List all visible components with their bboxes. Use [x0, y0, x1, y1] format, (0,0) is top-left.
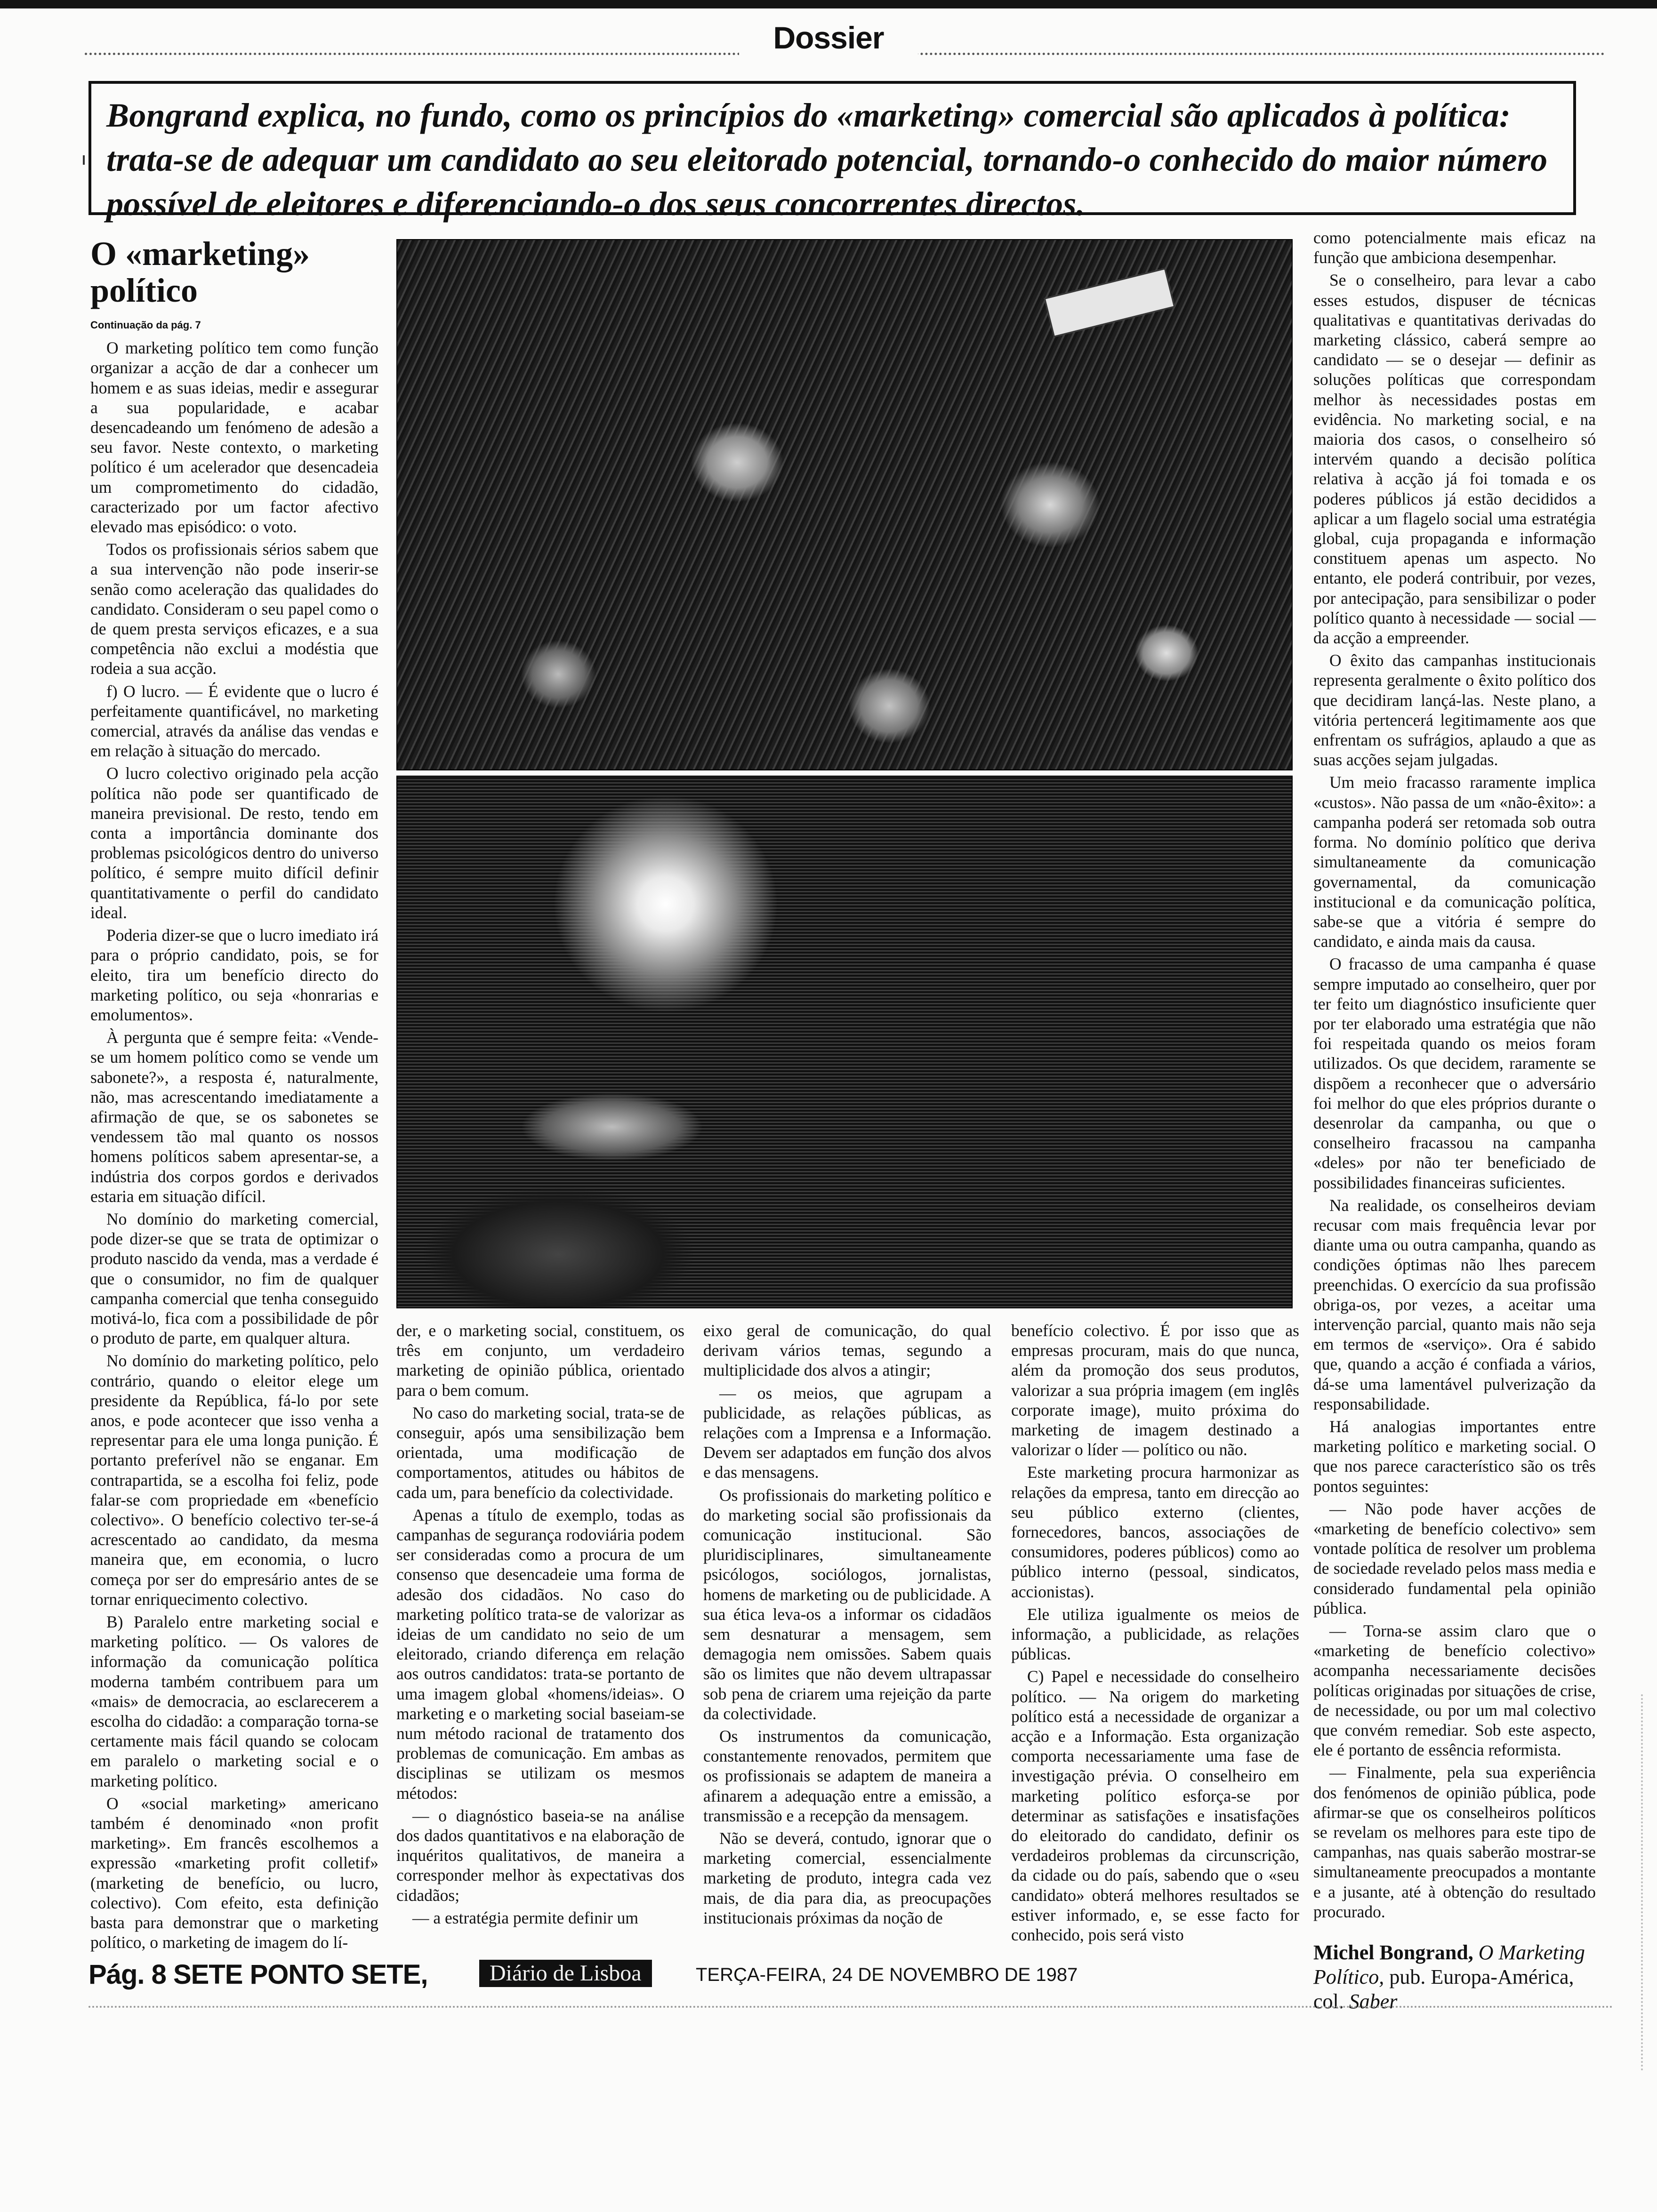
lead-box — [88, 81, 1576, 223]
crowd-photo-top — [396, 239, 1293, 770]
continuation-note: Continuação da pág. 7 — [90, 319, 201, 331]
article-headline: O «marketing» político — [90, 235, 310, 309]
article-column-5 — [1313, 228, 1596, 2017]
paragraph: No caso do marketing social, trata-se de conseguir, após uma sensibilização bem orientada, uma modificação de comportamentos, atitudes ou hábitos de cada um, para benefício da colectividade. — [396, 1403, 684, 1502]
paragraph: Apenas a título de exemplo, todas as campanhas de segurança rodoviária podem ser consideradas como a procura de um consenso que desencadeie uma forma de adesão dos cidadãos. No caso do marketing político trata-se de valorizar as ideias de um candidato no seio de um eleitorado, criando diferença em relação aos outros candidatos: trata-se portanto de uma imagem global «homens/ideias». O marketing e o marketing social baseiam-se num método racional de tratamento dos problemas de comunicação. Em ambas as disciplinas se utilizam os mesmos métodos: — [396, 1505, 684, 1803]
paragraph: O «social marketing» americano também é denominado «non profit marketing». Em francês escolhemos a expressão «marketing profit colletif» (marketing de benefício, ou lucro, colectivo). Com efeito, esta definição basta para demonstrar que o marketing político, o marketing de imagem do lí- — [90, 1794, 378, 1952]
paragraph: Este marketing procura harmonizar as relações da empresa, tanto em direcção ao seu público externo (clientes, fornecedores, bancos, associações de consumidores, poderes públicos) como ao público interno (pessoal, sindicatos, accionistas). — [1011, 1463, 1299, 1601]
footer-rule — [88, 2006, 1614, 2008]
source-title: O Marketing Político, — [1313, 1941, 1585, 1989]
page-label: Pág. 8 SETE PONTO SETE, — [88, 1959, 428, 1990]
lead-paragraph: Bongrand explica, no fundo, como os princípios do «marketing» comercial são aplicados à política: trata-se de adequar um candidato ao seu eleitorado potencial, tornando-o conhecido do maior número possível de eleitores e diferenciando-o dos seus concorrentes directos. — [106, 96, 1548, 223]
paragraph: Há analogias importantes entre marketing político e marketing social. O que nos parece característico são os três pontos seguintes: — [1313, 1417, 1596, 1496]
paragraph: — a estratégia permite definir um — [412, 1908, 639, 1927]
paragraph: — Finalmente, pela sua experiência dos fenómenos de opinião pública, pode afirmar-se que os conselheiros políticos se revelam os melhores para este tipo de campanhas, nas quais saberão mostrar-se simultaneamente preocupados a montante e a jusante, até à obtenção do resultado procurado. — [1313, 1763, 1596, 1921]
source-publisher: pub. Europa-América, col. — [1313, 1965, 1574, 2013]
paragraph: C) Papel e necessidade do conselheiro político. — Na origem do marketing político está a necessidade de organizar a acção e a Informação. Esta organização comporta necessariamente uma fase de investigação prévia. O conselheiro em marketing político esforça-se por determinar as satisfações e insatisfações do eleitorado do candidato, definir os verdadeiros problemas da circunscrição, da cidade ou do país, sabendo que o «seu candidato» obterá melhores resultados se estiver informado, e, se esse facto for conhecido, pois será visto — [1011, 1667, 1299, 1945]
article-column-1 — [90, 235, 378, 1955]
paragraph: O fracasso de uma campanha é quase sempre imputado ao conselheiro, quer por ter feito um diagnóstico insuficiente quer por ter elaborado uma estratégia que não foi respeitada quando os meios foram utilizados. Os que decidem, raramente se dispõem a reconhecer que o adversário foi melhor do que eles próprios durante o desenrolar da campanha, ou que o conselheiro fracassou na campanha «deles» por não ter beneficiado de possibilidades financeiras suficientes. — [1313, 954, 1596, 1192]
issue-date: TERÇA-FEIRA, 24 DE NOVEMBRO DE 1987 — [696, 1964, 1078, 1985]
paragraph: Poderia dizer-se que o lucro imediato irá para o próprio candidato, pois, se for eleito, tira um benefício directo do marketing político, ou seja «honrarias e emolumentos». — [90, 926, 378, 1024]
paragraph: O marketing político tem como função organizar a acção de dar a conhecer um homem e as suas ideias, medir e assegurar a sua popularidade, e acabar desencadeando um fenómeno de adesão a seu favor. Neste contexto, o marketing político é um acelerador que desencadeia um comprometimento do cidadão, caracterizado por um factor afectivo elevado mas episódico: o voto. — [90, 338, 378, 537]
paragraph: — os meios, que agrupam a publicidade, as relações públicas, as relações com a Imprensa e a Informação. Devem ser adaptados em função dos alvos e das mensagens. — [703, 1383, 991, 1482]
source-author: Michel Bongrand, — [1313, 1941, 1473, 1964]
paragraph: Não se deverá, contudo, ignorar que o marketing comercial, essencialmente marketing de produto, integra cada vez mais, de dia para dia, as preocupações institucionais próximas da noção de — [703, 1829, 991, 1927]
paragraph: — Torna-se assim claro que o «marketing de benefício colectivo» acompanha necessariamente decisões políticas originadas por situações de crise, de necessidade, ou por um mal colectivo que convém remediar. Sob este aspecto, ele é portanto de essência reformista. — [1313, 1621, 1596, 1760]
paragraph: O lucro colectivo originado pela acção política não pode ser quantificado de maneira previsional. De resto, tendo em conta a importância dominante dos problemas psicológicos dentro do universo político, é sempre muito difícil definir quantitativamente o perfil do candidato ideal. — [90, 764, 378, 922]
page-footer — [88, 1959, 1618, 1989]
scan-edge-marks — [1632, 1694, 1643, 2071]
paragraph: — o diagnóstico baseia-se na análise dos dados quantitativos e na elaboração de inquéritos qualitativos, de maneira a corresponder melhor às expectativas dos cidadãos; — [396, 1806, 684, 1905]
paragraph: Na realidade, os conselheiros deviam recusar com mais frequência levar por diante uma ou outra campanha, quando as condições óptimas não lhes parecem preenchidas. O exercício da sua profissão obriga-os, por vezes, a aceitar uma intervenção parcial, quanto mais não seja em termos de «serviço». Ora é sabido que, quando a acção é confiada a vários, dá-se uma lamentável pulverização da responsabilidade. — [1313, 1195, 1596, 1413]
paragraph: como potencialmente mais eficaz na função que ambiciona desempenhar. — [1313, 228, 1596, 267]
paragraph: B) Paralelo entre marketing social e marketing político. — Os valores de informação da comunicação política moderna também contribuem para um «mais» de democracia, ao esclarecerem a escolha do cidadão: a comparação torna-se certamente mais fácil quando se colocam em paralelo o marketing social e o marketing político. — [90, 1612, 378, 1790]
crowd-photo-bottom — [396, 776, 1293, 1308]
paragraph: Um meio fracasso raramente implica «custos». Não passa de um «não-êxito»: a campanha poderá ser retomada sob outra forma. No domínio político que deriva simultaneamente da comunicação governamental, da comunicação institucional e da comunicação política, sabe-se que a vitória é sempre do candidato, e ainda mais da causa. — [1313, 773, 1596, 951]
paragraph: eixo geral de comunicação, do qual derivam vários temas, segundo a multiplicidade dos alvos a atingir; — [703, 1321, 991, 1380]
paragraph: Todos os profissionais sérios sabem que a sua intervenção não pode inserir-se senão como aceleração das qualidades do candidato. Consideram o seu papel como o de quem presta serviços eficazes, e a sua competência não exclui a modéstia que rodeia a sua acção. — [90, 540, 378, 678]
section-title: Dossier — [739, 20, 918, 56]
paragraph: Os profissionais do marketing político e do marketing social são profissionais da comunicação institucional. São pluridisciplinares, simultaneamente psicólogos, sociólogos, jornalistas, homens de marketing ou de publicidade. A sua ética leva-os a informar os cidadãos sem desnaturar a mensagem, sem demagogia nem omissões. Sabem quais são os limites que não devem ultrapassar sob pena de criarem uma rejeição da parte da colectividade. — [703, 1485, 991, 1723]
paragraph: f) O lucro. — É evidente que o lucro é perfeitamente quantificável, no marketing comercial, através da análise das vendas e em relação à situação do mercado. — [90, 681, 378, 761]
article-column-2 — [396, 1321, 684, 1931]
article-column-4 — [1011, 1321, 1299, 1948]
paragraph: Se o conselheiro, para levar a cabo esses estudos, dispuser de técnicas qualitativas e quantitativas derivadas do marketing clássico, caberá sempre ao candidato — se o desejar — definir as soluções políticas que correspondam melhor às necessidades postas em evidência. No marketing social, e na maioria dos casos, o conselheiro só intervém quando a decisão política relativa à acção já foi tomada e os poderes públicos já estão decididos a aplicar a um flagelo social uma estratégia global, cuja propaganda e informação constituem apenas um aspecto. No entanto, ele poderá contribuir, por vezes, por antecipação, para sensibilizar o poder político quanto à necessidade — social — da acção a empreender. — [1313, 271, 1596, 648]
paragraph: Ele utiliza igualmente os meios de informação, a publicidade, as relações públicas. — [1011, 1604, 1299, 1664]
paragraph: — Não pode haver acções de «marketing de benefício colectivo» sem vontade política de resolver um problema de sociedade revelado pelos mass media e considerado fundamental pela opinião pública. — [1313, 1499, 1596, 1618]
source-collection: Saber — [1349, 1990, 1398, 2013]
paragraph: Os instrumentos da comunicação, constantemente renovados, permitem que os profissionais se adaptem de maneira a afinarem a adequação entre a emissão, a transmissão e a recepção da mensagem. — [703, 1727, 991, 1825]
photo-banner — [1044, 268, 1175, 337]
paragraph: O êxito das campanhas institucionais representa geralmente o êxito político dos que decidiram lançá-las. Neste plano, a vitória pertencerá legitimamente aos que enfrentam os sufrágios, aplaudo a que as suas acções sejam julgadas. — [1313, 651, 1596, 769]
masthead-logo: Diário de Lisboa — [479, 1960, 652, 1987]
paragraph: benefício colectivo. É por isso que as empresas procuram, mais do que nunca, além da promoção dos seus produtos, valorizar a sua própria imagem (em inglês corporate image), muito próxima do marketing de imagem destinado a valorizar o líder — político ou não. — [1011, 1321, 1299, 1459]
paragraph: À pergunta que é sempre feita: «Vende-se um homem político como se vende um sabonete?», a resposta é, naturalmente, não, mas acrescentando imediatamente a afirmação de que, se os sabonetes se vendessem tão mal quanto os nossos homens políticos sabem apresentar-se, a indústria dos corpos gordos e derivados estaria em situação difícil. — [90, 1028, 378, 1206]
paragraph: der, e o marketing social, constituem, os três em conjunto, um verdadeiro marketing de opinião pública, orientado para o bem comum. — [396, 1321, 684, 1400]
paragraph: No domínio do marketing comercial, pode dizer-se que se trata de optimizar o produto nascido da venda, mas a verdade é que o consumidor, no fim de qualquer campanha comercial que tenha conseguido motivá-lo, fica com a possibilidade de pôr o produto de parte, em qualquer altura. — [90, 1209, 378, 1348]
top-rule — [0, 0, 1657, 8]
article-column-3 — [703, 1321, 991, 1931]
paragraph: No domínio do marketing político, pelo contrário, quando o eleitor elege um presidente da República, fá-lo por sete anos, e pode acontecer que isso venha a representar para ele uma longa punição. É portanto preferível não se enganar. Em contrapartida, se a escolha foi feliz, pode falar-se com propriedade em «benefício colectivo». O benefício colectivo ter-se-á acrescentado ao candidato, da mesma maneira que, em economia, o lucro começa por ser do empresário antes de se tornar enriquecimento colectivo. — [90, 1351, 378, 1609]
